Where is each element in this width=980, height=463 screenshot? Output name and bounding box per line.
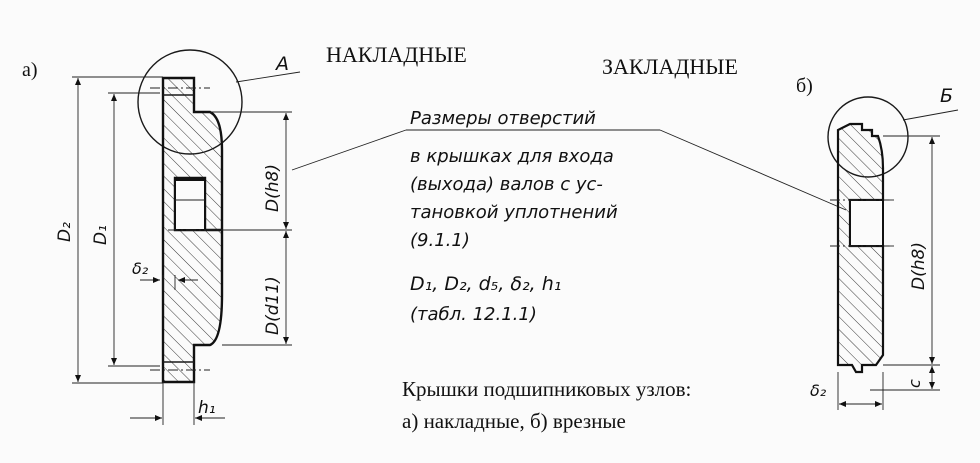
detail-b-text: Б [940, 85, 954, 107]
dim-d2-label: D₂ [55, 222, 75, 242]
view-a-label: а) [22, 59, 38, 81]
view-b-label: б) [796, 75, 813, 97]
note-line: в крышках для входа [410, 146, 614, 167]
dim-d1-label: D₁ [91, 225, 111, 245]
detail-a-leader [236, 72, 300, 82]
title-overlay: НАКЛАДНЫЕ [326, 42, 467, 67]
view-b-drawing [828, 97, 958, 410]
cover-b-section [838, 124, 883, 372]
dim-h1-label: h₁ [198, 398, 216, 418]
dim-delta2-a-label: δ₂ [132, 259, 149, 278]
title-inset: ЗАКЛАДНЫЕ [602, 54, 738, 79]
caption-line-2: а) накладные, б) врезные [402, 409, 626, 433]
dim-dd11-label: D(d11) [263, 276, 283, 335]
note-leader-a [292, 130, 406, 170]
dim-delta2-b-label: δ₂ [810, 381, 827, 400]
cover-b-recess [850, 200, 883, 246]
dim-dh8-a-label: D(h8) [263, 164, 283, 212]
caption-line-1: Крышки подшипниковых узлов: [402, 377, 692, 401]
note-line: тановкой уплотнений [410, 202, 618, 223]
note-line: Размеры отверстий [410, 108, 596, 129]
dim-c-label: c [905, 379, 924, 388]
detail-b-leader [903, 110, 958, 120]
dim-dh8-b-label: D(h8) [909, 242, 929, 290]
detail-a-text: А [276, 53, 289, 75]
note-params: D₁, D₂, d₅, δ₂, h₁ [410, 273, 562, 295]
cover-a-recess [175, 180, 205, 230]
note-table-ref: (табл. 12.1.1) [410, 304, 537, 325]
note-line: (9.1.1) [410, 230, 470, 251]
note-leader-b [660, 130, 846, 210]
note-line: (выхода) валов с ус- [410, 174, 603, 195]
